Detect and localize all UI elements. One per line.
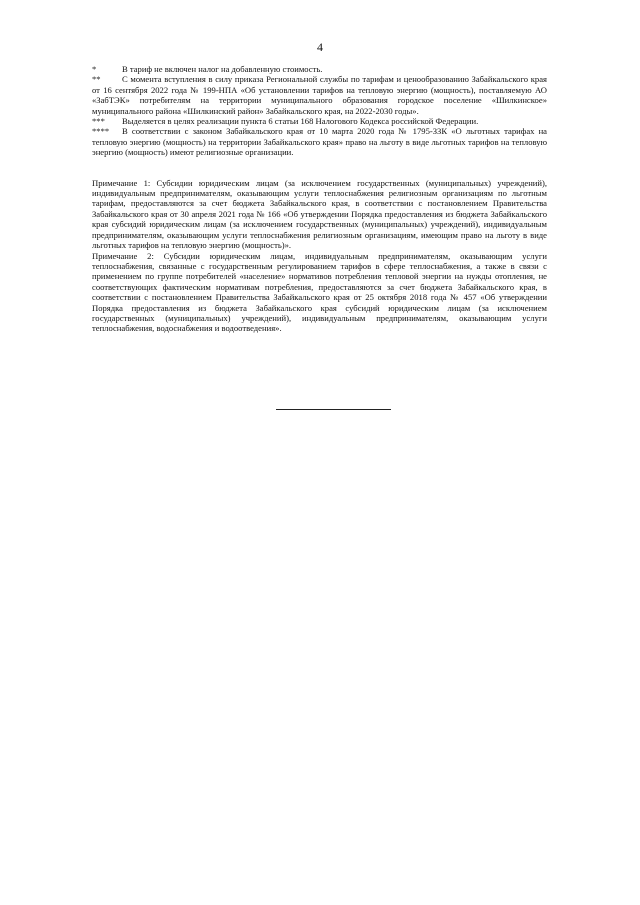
- footnote-3: [92, 116, 547, 126]
- footnote-mark: *: [92, 64, 97, 74]
- closing-rule: [276, 409, 391, 410]
- footnote-text: С момента вступления в силу приказа Региональной службы по тарифам и ценообразованию Забайкальского края от 16 сентября 2022 года № 199-НПА «Об установлении тарифов на тепловую энергию (мощность), поставляемую АО «ЗабТЭК» потребителям на территории муниципального образования городское поселение «Шилкинское» муниципального района «Шилкинский район» Забайкальского края, на 2022-2030 годы».: [92, 74, 547, 116]
- footnote-text: В соответствии с законом Забайкальского края от 10 марта 2020 года № 1795-ЗЗК «О льготных тарифах на тепловую энергию (мощность) на территории Забайкальского края» право на льготу в виде льготных тарифов на тепловую энергию (мощность) имеют религиозные организации.: [92, 126, 547, 158]
- footnote-2: [92, 74, 547, 116]
- footnote-text: В тариф не включен налог на добавленную стоимость.: [122, 64, 323, 74]
- footnote-text: Выделяется в целях реализации пункта 6 статьи 168 Налогового Кодекса российской Федерации.: [122, 116, 479, 127]
- footnote-mark: ****: [92, 126, 110, 137]
- footnote-mark: **: [92, 74, 101, 85]
- footnote-mark: ***: [92, 116, 105, 127]
- footnote-1: [92, 64, 547, 74]
- page-number: 4: [317, 40, 323, 54]
- spacer: [92, 158, 547, 178]
- note-2: Примечание 2: Субсидии юридическим лицам, индивидуальным предпринимателям, оказывающим услуги теплоснабжения, связанные с государственным регулированием тарифов в сфере теплоснабжения, а также в связи с применением по группе потребителей «население» нормативов потребления тепловой энергии на нужды отопления, не соответствующих фактическим нормативам потребления, предоставляются за счет бюджета Забайкальского края, в соответствии с постановлением Правительства Забайкальского края от 25 октября 2018 года № 457 «Об утверждении Порядка предоставления из бюджета Забайкальского края субсидий юридическим лицам (за исключением государственных (муниципальных) учреждений), индивидуальным предпринимателям, оказывающим услуги теплоснабжения, водоснабжения и водоотведения».: [92, 250, 547, 334]
- note-1: Примечание 1: Субсидии юридическим лицам (за исключением государственных (муниципальных) учреждений), индивидуальным предпринимателям, оказывающим услуги теплоснабжения религиозным организациям по льготным тарифам, предоставляются за счет бюджета Забайкальского края, в соответствии с постановлением Правительства Забайкальского края от 30 апреля 2021 года № 166 «Об утверждении Порядка предоставления из бюджета Забайкальского края субсидий юридическим лицам (за исключением государственных (муниципальных) учреждений), индивидуальным предпринимателям, оказывающим услуги теплоснабжения религиозным организациям, имеющим право на льготу в виде льготных тарифов на тепловую энергию (мощность)».: [92, 177, 547, 251]
- footnote-4: [92, 126, 547, 157]
- document-body: [92, 64, 547, 334]
